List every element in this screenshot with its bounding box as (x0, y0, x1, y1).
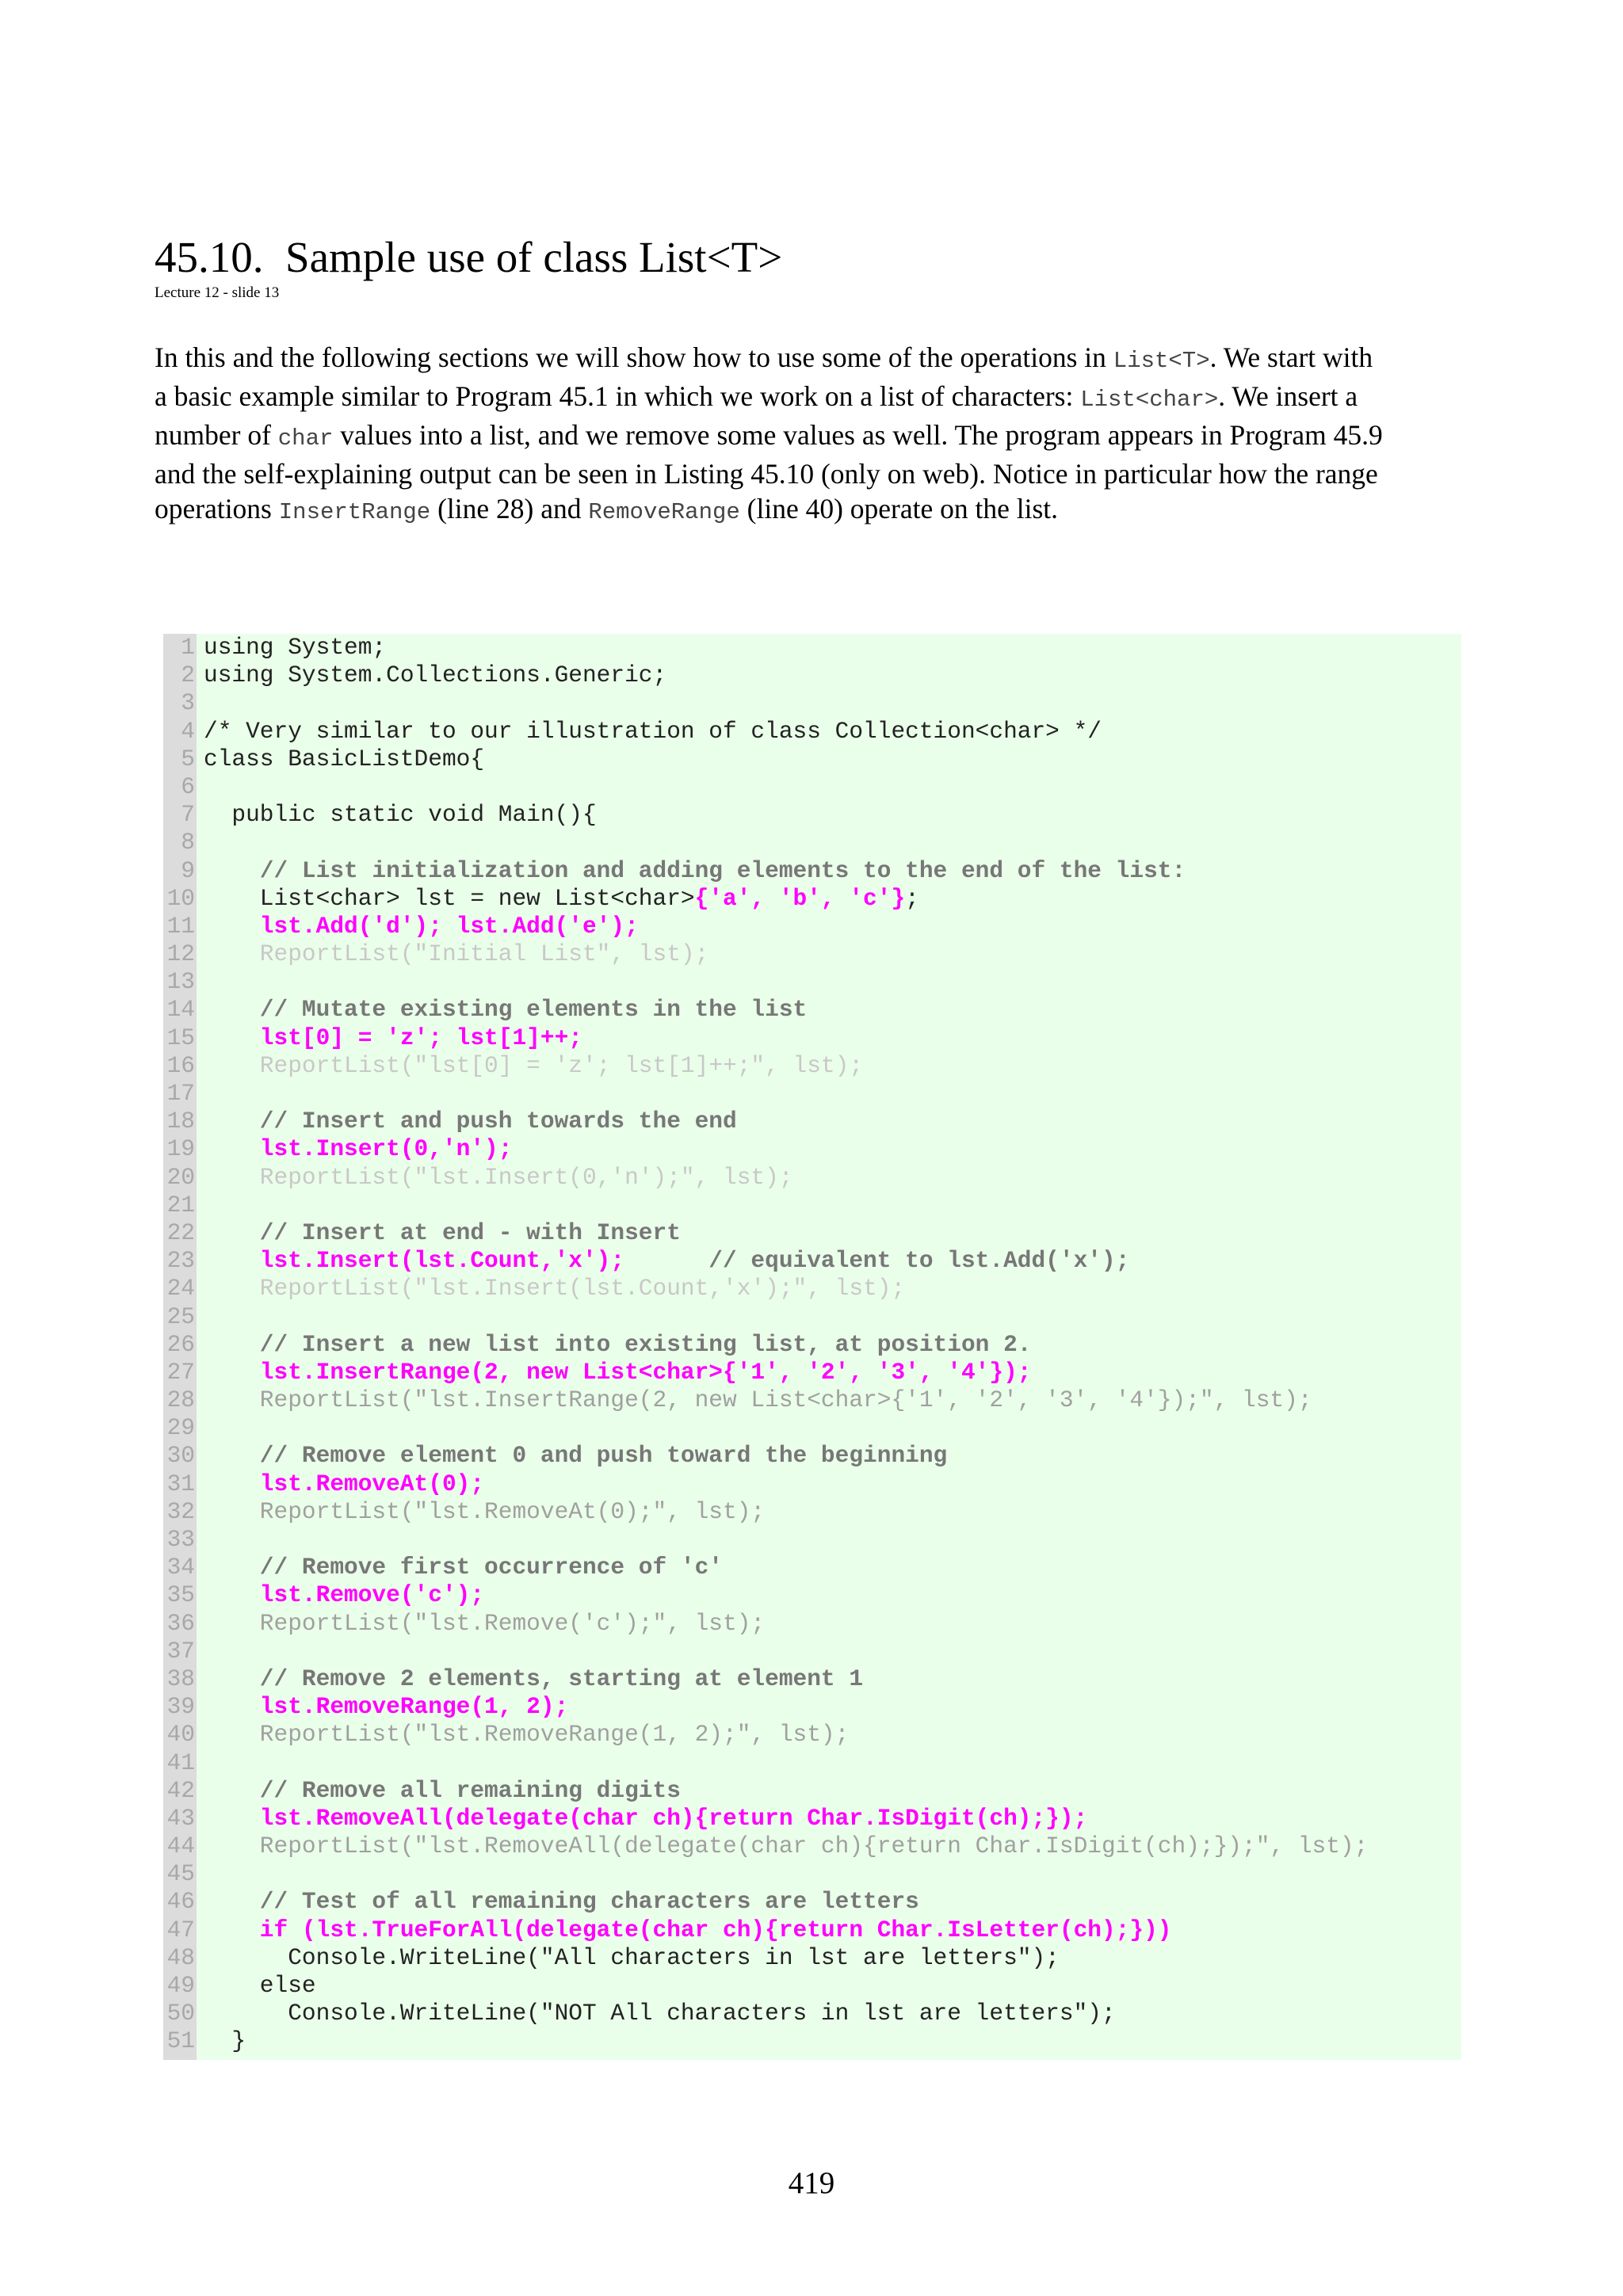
code-token: lst.Insert(lst.Count,'x'); (204, 1247, 625, 1275)
code-line (163, 801, 1461, 829)
code-text (204, 1554, 723, 1581)
code-token: if (lst.TrueForAll(delegate(char ch){return Char.IsLetter(ch);})) (204, 1916, 1172, 1943)
code-token: ReportList("lst.Insert(0,'n');", lst); (204, 1163, 793, 1191)
code-text (204, 1805, 1087, 1833)
code-line (163, 1247, 1461, 1275)
code-token: public static void Main(){ (204, 801, 597, 829)
code-line (163, 634, 1461, 662)
code-line (163, 1359, 1461, 1386)
code-line (163, 1442, 1461, 1470)
line-number: 30 (166, 1442, 195, 1470)
code-line (163, 2000, 1461, 2027)
line-number: 48 (166, 1943, 195, 1971)
line-number: 27 (166, 1358, 195, 1386)
code-token: // Mutate existing elements in the list (204, 996, 808, 1024)
code-line (163, 1192, 1461, 1219)
code-text (204, 857, 1186, 885)
intro-line (155, 491, 1478, 530)
code-text (204, 1247, 1129, 1275)
code-token: ReportList("lst.InsertRange(2, new List<char>{'1', '2', '3', '4'});", lst); (204, 1386, 1312, 1414)
code-token: // Remove 2 elements, starting at element 1 (204, 1665, 864, 1692)
intro-text: and the self-explaining output can be seen in Listing 45.10 (only on web). Notice in particular how the range (155, 458, 1378, 490)
code-token: Console.WriteLine("All characters in lst are letters"); (204, 1943, 1060, 1971)
code-token: ReportList("lst.Remove('c');", lst); (204, 1609, 766, 1637)
code-line (163, 1917, 1461, 1944)
line-number: 8 (181, 829, 195, 856)
code-token: lst.RemoveAll(delegate(char ch){return Char.IsDigit(ch);}); (204, 1804, 1088, 1832)
inline-code: RemoveRange (588, 499, 740, 525)
code-token: ReportList("lst.RemoveRange(1, 2);", lst); (204, 1721, 850, 1749)
code-text (204, 1386, 1312, 1414)
code-line (163, 1024, 1461, 1052)
intro-text: In this and the following sections we will show how to use some of the operations in (155, 341, 1113, 373)
line-number: 16 (166, 1051, 195, 1079)
inline-code: List<char> (1080, 387, 1219, 413)
code-token: // Insert a new list into existing list, at position 2. (204, 1330, 1032, 1358)
code-token: {'a', 'b', 'c'} (694, 884, 906, 912)
line-number: 33 (166, 1526, 195, 1553)
code-line (163, 718, 1461, 746)
code-token: ReportList("lst[0] = 'z'; lst[1]++;", lst); (204, 1051, 864, 1079)
line-number: 1 (181, 634, 195, 661)
code-line (163, 885, 1461, 913)
code-token: /* Very similar to our illustration of class Collection<char> */ (204, 717, 1102, 745)
code-text (204, 1442, 947, 1470)
code-line (163, 1470, 1461, 1498)
line-number: 18 (166, 1108, 195, 1135)
code-token: // List initialization and adding elements to the end of the list: (204, 856, 1186, 884)
code-token: lst.Insert(0,'n'); (204, 1135, 513, 1163)
code-line (163, 1554, 1461, 1581)
intro-line (155, 379, 1478, 418)
code-text (204, 2027, 246, 2055)
code-line (163, 746, 1461, 773)
code-text (204, 1972, 316, 2000)
code-text (204, 1498, 765, 1526)
line-number: 41 (166, 1749, 195, 1776)
line-number: 32 (166, 1497, 195, 1525)
code-text (204, 1610, 765, 1638)
line-number: 39 (166, 1693, 195, 1721)
code-token: lst.RemoveRange(1, 2); (204, 1693, 569, 1721)
code-line (163, 1972, 1461, 2000)
line-number: 29 (166, 1414, 195, 1442)
line-number: 36 (166, 1609, 195, 1637)
line-number: 19 (166, 1135, 195, 1163)
code-line (163, 1610, 1461, 1638)
code-line (163, 662, 1461, 689)
code-token: using System.Collections.Generic; (204, 662, 667, 689)
line-number: 45 (166, 1860, 195, 1888)
code-text (204, 662, 666, 689)
line-number: 50 (166, 2000, 195, 2027)
intro-text: values into a list, and we remove some values as well. The program appears in Program 45.9 (333, 419, 1383, 451)
intro-line (155, 340, 1478, 379)
line-number: 40 (166, 1721, 195, 1749)
code-token: class BasicListDemo{ (204, 745, 485, 772)
code-line (163, 1638, 1461, 1665)
code-line (163, 1860, 1461, 1888)
code-text (204, 1024, 582, 1052)
code-token: // Insert at end - with Insert (204, 1219, 681, 1246)
code-line (163, 1777, 1461, 1805)
intro-paragraph (155, 340, 1478, 530)
line-number: 51 (166, 2027, 195, 2055)
code-line (163, 913, 1461, 940)
line-number: 43 (166, 1804, 195, 1832)
code-line (163, 2027, 1461, 2055)
code-line (163, 1888, 1461, 1916)
code-text (204, 1470, 484, 1498)
line-number: 24 (166, 1275, 195, 1302)
code-line (163, 1693, 1461, 1721)
inline-code: char (277, 425, 334, 452)
page-number: 419 (788, 2166, 835, 2200)
code-text (204, 1693, 568, 1721)
code-text (204, 1917, 1172, 1944)
intro-text: number of (155, 419, 278, 451)
inline-code: List<T> (1113, 348, 1210, 374)
code-text (204, 1833, 1368, 1860)
code-text (204, 1331, 1031, 1359)
section-heading (155, 231, 782, 284)
line-number: 34 (166, 1554, 195, 1581)
code-line (163, 996, 1461, 1024)
line-number: 46 (166, 1888, 195, 1916)
code-text (204, 1581, 484, 1609)
code-token: else (204, 1972, 316, 1999)
code-text (204, 1135, 512, 1163)
intro-text: (line 40) operate on the list. (739, 493, 1059, 524)
line-number: 22 (166, 1219, 195, 1246)
line-number: 49 (166, 1972, 195, 1999)
line-number: 20 (166, 1163, 195, 1191)
intro-line (155, 456, 1478, 491)
code-token: ReportList("lst.Insert(lst.Count,'x');", lst); (204, 1275, 906, 1302)
code-line (163, 1749, 1461, 1777)
code-line (163, 1833, 1461, 1860)
line-number: 31 (166, 1470, 195, 1497)
line-number: 47 (166, 1916, 195, 1943)
code-line (163, 1219, 1461, 1247)
code-token: lst.Add('d'); lst.Add('e'); (204, 912, 639, 940)
code-text (204, 885, 919, 913)
code-line (163, 1386, 1461, 1414)
code-text (204, 718, 1102, 746)
line-number: 28 (166, 1386, 195, 1414)
code-token: ReportList("lst.RemoveAll(delegate(char ch){return Char.IsDigit(ch);});", lst); (204, 1833, 1369, 1860)
code-line (163, 940, 1461, 968)
line-number: 13 (166, 968, 195, 996)
slide-reference: Lecture 12 - slide 13 (155, 284, 280, 301)
code-line (163, 968, 1461, 996)
code-token: } (204, 2027, 246, 2055)
line-number: 4 (181, 717, 195, 745)
code-text (204, 996, 807, 1024)
code-line (163, 1108, 1461, 1135)
intro-text: a basic example similar to Program 45.1 in which we work on a list of characters: (155, 380, 1081, 412)
line-number: 42 (166, 1776, 195, 1804)
code-text (204, 940, 708, 968)
line-number: 26 (166, 1330, 195, 1358)
line-number: 14 (166, 996, 195, 1024)
intro-text: . We start with (1209, 341, 1373, 373)
line-number: 10 (166, 884, 195, 912)
code-text (204, 1219, 681, 1247)
section-title: Sample use of class List<T> (285, 233, 783, 281)
code-line (163, 829, 1461, 856)
code-line (163, 1080, 1461, 1108)
line-number: 3 (181, 689, 195, 717)
code-token: using System; (204, 634, 387, 661)
line-number: 21 (166, 1191, 195, 1219)
code-token: lst.InsertRange(2, new List<char>{'1', '2', '3', '4'}); (204, 1358, 1032, 1386)
code-line (163, 1944, 1461, 1972)
code-text (204, 1275, 905, 1302)
code-line (163, 1581, 1461, 1609)
code-text (204, 2000, 1116, 2027)
code-text (204, 1721, 849, 1749)
code-line (163, 1331, 1461, 1359)
code-text (204, 913, 639, 940)
code-line (163, 1164, 1461, 1192)
code-listing (163, 634, 1461, 2060)
line-number: 9 (181, 856, 195, 884)
code-token: ReportList("lst.RemoveAt(0);", lst); (204, 1497, 766, 1525)
line-number: 11 (166, 912, 195, 940)
code-token: // Remove element 0 and push toward the beginning (204, 1442, 948, 1470)
line-number: 37 (166, 1637, 195, 1665)
code-text (204, 746, 484, 773)
intro-text: operations (155, 493, 279, 524)
code-text (204, 1944, 1060, 1972)
code-line (163, 773, 1461, 801)
line-number: 6 (181, 772, 195, 800)
code-token: // Test of all remaining characters are letters (204, 1888, 919, 1916)
code-text (204, 1777, 681, 1805)
line-number: 17 (166, 1080, 195, 1107)
code-lines (163, 634, 1461, 2056)
code-line (163, 1135, 1461, 1163)
code-line (163, 1275, 1461, 1302)
line-number: 25 (166, 1302, 195, 1330)
line-number: 5 (181, 745, 195, 772)
code-line (163, 1526, 1461, 1554)
code-token: // Remove first occurrence of 'c' (204, 1554, 724, 1581)
intro-text: . We insert a (1218, 380, 1358, 412)
code-text (204, 1888, 919, 1916)
code-token: ; (905, 884, 919, 912)
code-token: lst.RemoveAt(0); (204, 1470, 485, 1497)
code-token: ReportList("Initial List", lst); (204, 940, 709, 968)
code-line (163, 857, 1461, 885)
line-number: 38 (166, 1665, 195, 1692)
intro-text: (line 28) and (430, 493, 589, 524)
intro-line (155, 418, 1478, 456)
code-text (204, 634, 386, 662)
code-line (163, 1498, 1461, 1526)
code-line (163, 1414, 1461, 1442)
code-text (204, 1359, 1031, 1386)
code-token: // Insert and push towards the end (204, 1108, 737, 1135)
code-token: // equivalent to lst.Add('x'); (624, 1247, 1130, 1275)
code-text (204, 1052, 863, 1080)
line-number: 12 (166, 940, 195, 968)
section-number: 45.10. (155, 233, 264, 281)
code-line (163, 689, 1461, 717)
code-line (163, 1721, 1461, 1749)
line-number: 23 (166, 1247, 195, 1275)
code-token: lst[0] = 'z'; lst[1]++; (204, 1024, 582, 1051)
code-text (204, 1164, 793, 1192)
line-number: 7 (181, 801, 195, 829)
code-line (163, 1303, 1461, 1331)
line-number: 15 (166, 1024, 195, 1051)
code-text (204, 1108, 737, 1135)
code-line (163, 1052, 1461, 1080)
code-token: List<char> lst = new List<char> (204, 884, 695, 912)
code-token: // Remove all remaining digits (204, 1776, 681, 1804)
code-token: lst.Remove('c'); (204, 1581, 485, 1609)
line-number: 2 (181, 662, 195, 689)
code-token: Console.WriteLine("NOT All characters in lst are letters"); (204, 2000, 1116, 2027)
inline-code: InsertRange (278, 499, 431, 525)
code-text (204, 801, 597, 829)
line-number: 35 (166, 1581, 195, 1609)
code-text (204, 1665, 863, 1693)
line-number: 44 (166, 1833, 195, 1860)
code-line (163, 1665, 1461, 1693)
code-line (163, 1805, 1461, 1833)
